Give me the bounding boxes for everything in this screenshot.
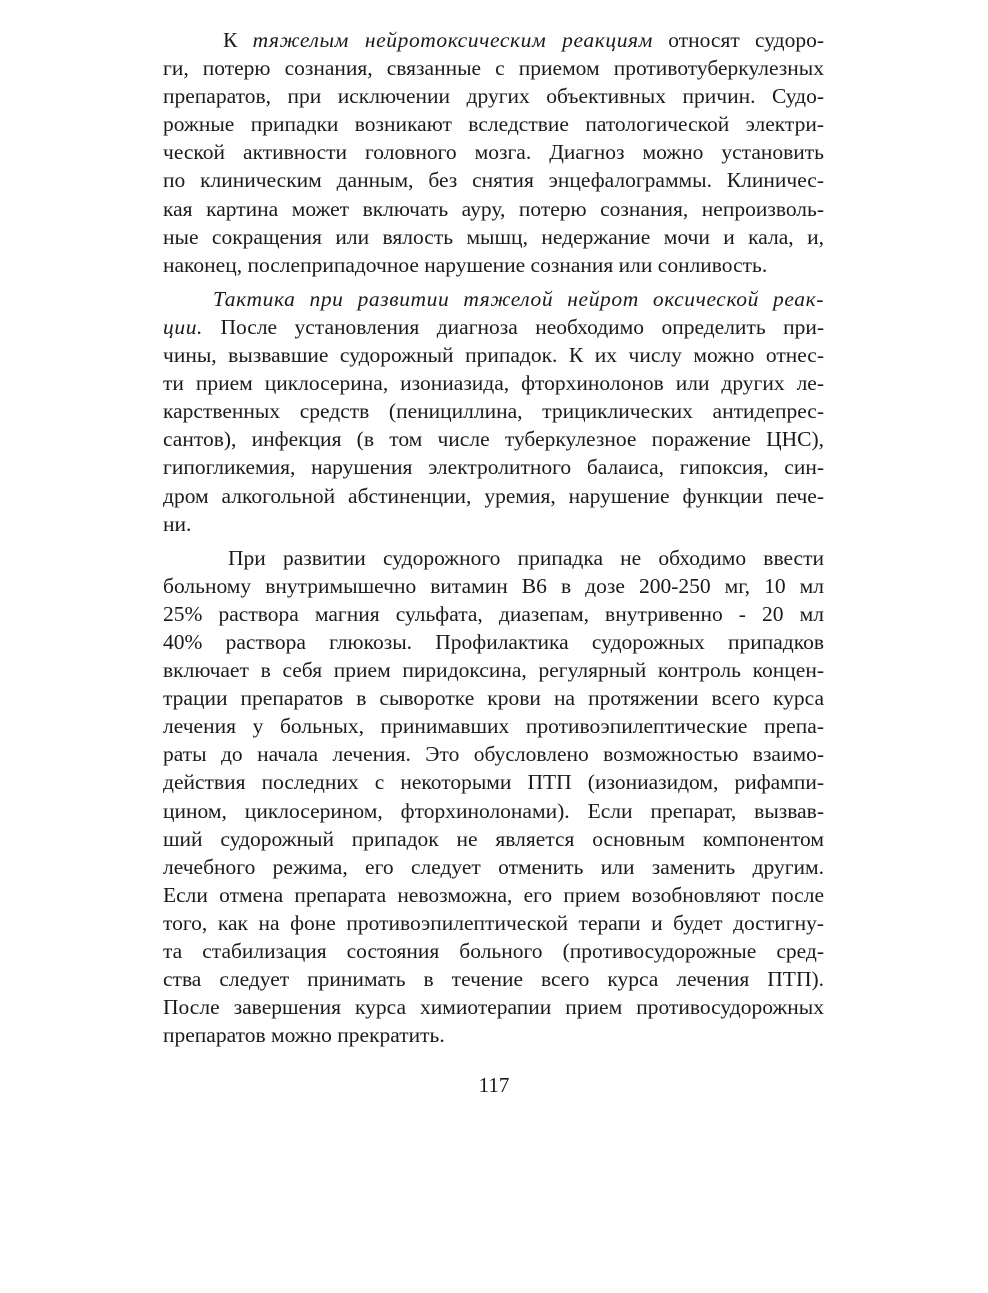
text-span: После установления диагноза необходимо определить при-: [203, 314, 824, 339]
text-line: раты до начала лечения. Это обусловлено возможностью взаимо-: [163, 742, 824, 767]
text-line: того, как на фоне противоэпилептической терапи и будет достигну-: [163, 910, 824, 935]
text-line: гипогликемия, нарушения электролитного балаиса, гипоксия, син-: [163, 455, 824, 480]
text-line: лечения у больных, принимавших противоэпилептические препа-: [163, 714, 824, 739]
text-line: препаратов, при исключении других объективных причин. Судо-: [163, 84, 824, 109]
text-line: карственных средств (пенициллина, трициклических антидепрес-: [163, 399, 824, 424]
text-line: 40% раствора глюкозы. Профилактика судорожных припадков: [163, 629, 824, 654]
text-line: кая картина может включать ауру, потерю сознания, непроизволь-: [163, 196, 824, 221]
text-span: К: [223, 28, 253, 52]
text-line: Если отмена препарата невозможна, его прием возобновляют после: [163, 882, 824, 907]
italic-term: тяжелым нейротоксическим реакциям: [252, 28, 653, 52]
text-line: та стабилизация состояния больного (противосудорожные сред-: [163, 939, 824, 963]
italic-heading: Тактика при развитии тяжелой нейрот оксической реак-: [213, 286, 824, 311]
text-line: рожные припадки возникают вследствие патологической электри-: [163, 112, 824, 137]
text-line: После завершения курса химиотерапии прием противосудорожных: [163, 995, 824, 1020]
text-line: ные сокращения или вялость мышц, недержание мочи и кала, и,: [163, 224, 824, 249]
text-line: ческой активности головного мозга. Диагноз можно установить: [163, 140, 824, 165]
paragraph-neurotoxic-reactions: [163, 26, 824, 279]
text-line: [163, 313, 824, 341]
text-line: При развитии судорожного припадка не обходимо ввести: [228, 545, 824, 570]
page-number: 117: [478, 1073, 510, 1097]
text-line: ни.: [163, 511, 192, 536]
text-line: ти прием циклосерина, изониазида, фторхинолонов или других ле-: [163, 371, 824, 396]
italic-term: ции.: [163, 314, 204, 339]
text-line: включает в себя прием пиридоксина, регулярный контроль концен-: [163, 658, 824, 683]
text-line: препаратов можно прекратить.: [163, 1023, 445, 1048]
text-line: ший судорожный припадок не является основным компонентом: [163, 826, 824, 851]
paragraph-tactics: [163, 285, 824, 538]
text-line: ги, потерю сознания, связанные с приемом противотуберкулезных: [163, 56, 824, 81]
text-span: относят судоро-: [652, 28, 824, 52]
text-line: 25% раствора магния сульфата, диазепам, внутривенно - 20 мл: [163, 601, 824, 626]
text-line: [163, 26, 824, 54]
text-line: сантов), инфекция (в том числе туберкулезное поражение ЦНС),: [163, 427, 824, 452]
text-line: трации препаратов в сыворотке крови на протяжении всего курса: [163, 686, 824, 711]
text-line: лечебного режима, его следует отменить или заменить другим.: [163, 854, 824, 879]
text-line: ства следует принимать в течение всего курса лечения ПТП).: [163, 967, 824, 992]
paragraph-seizure-treatment: [163, 544, 824, 1050]
text-line: дром алкогольной абстиненции, уремия, нарушение функции пече-: [163, 483, 824, 508]
body-text: [163, 26, 824, 1049]
text-line: больному внутримышечно витамин В6 в дозе 200-250 мг, 10 мл: [163, 573, 824, 598]
text-line: по клиническим данным, без снятия энцефалограммы. Клиничес-: [163, 168, 824, 193]
text-line: чины, вызвавшие судорожный припадок. К их числу можно отнес-: [163, 343, 824, 368]
text-line: наконец, послеприпадочное нарушение сознания или сонливость.: [163, 252, 768, 277]
text-line: цином, циклосерином, фторхинолонами). Если препарат, вызвав-: [163, 798, 824, 823]
text-line: действия последних с некоторыми ПТП (изониазидом, рифампи-: [163, 770, 824, 795]
